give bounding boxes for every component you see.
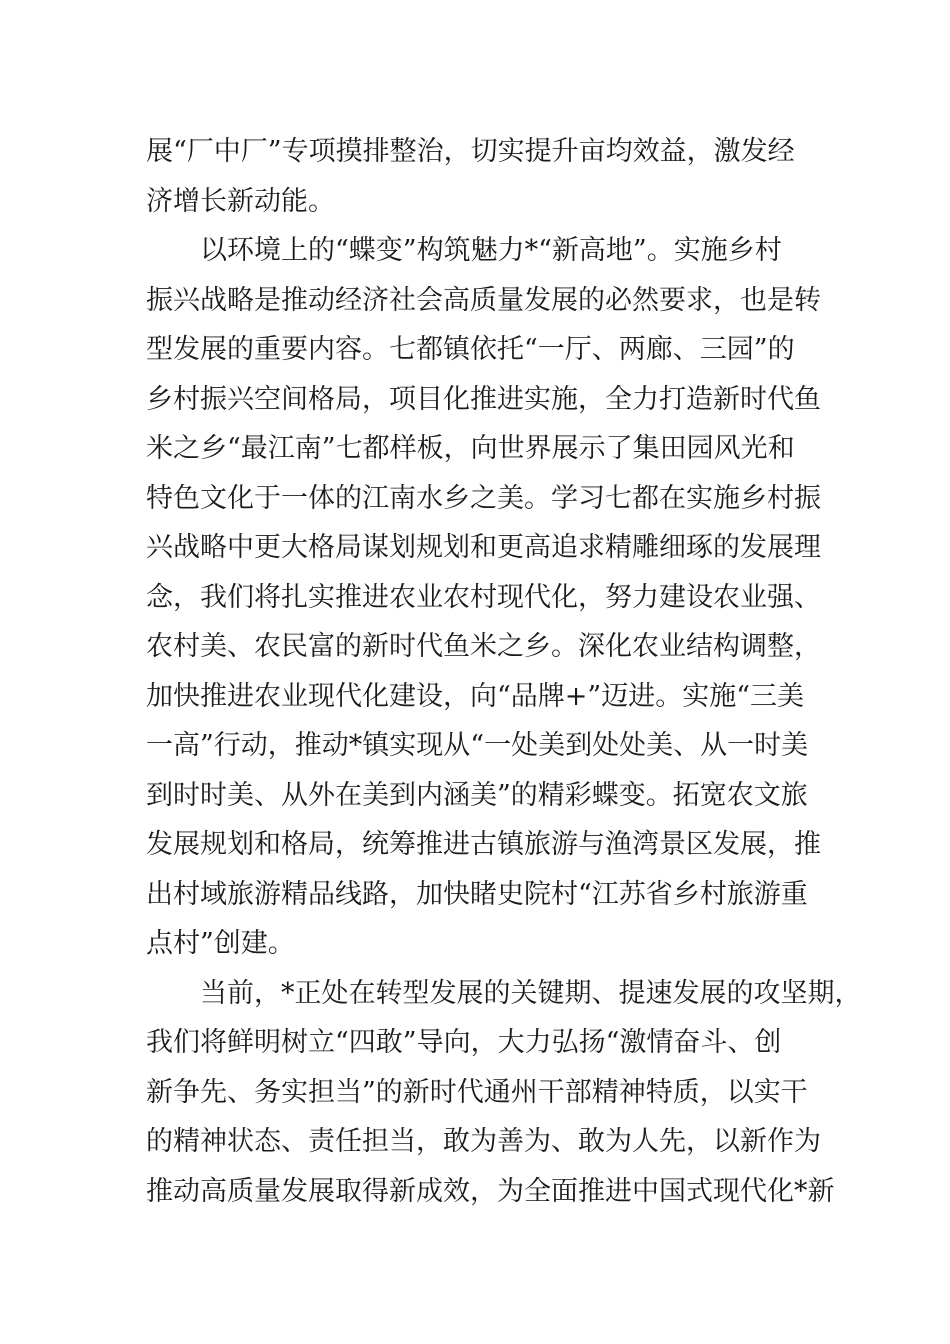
paragraph-3-line-1: 当前，*正处在转型发展的关键期、提速发展的攻坚期，: [200, 977, 862, 1009]
paragraph-2-line-5: 米之乡“最江南”七都样板，向世界展示了集田园风光和: [146, 433, 795, 464]
paragraph-2-line-2: 振兴战略是推动经济社会高质量发展的必然要求，也是转: [146, 284, 821, 316]
paragraph-3-line-2: 我们将鲜明树立“四敢”导向，大力弘扬“激情奋斗、创: [146, 1027, 782, 1058]
paragraph-2-line-8: 念，我们将扎实推进农业农村现代化，努力建设农业强、: [146, 581, 821, 613]
paragraph-2-line-14: 出村域旅游精品线路，加快睹史院村“江苏省乡村旅游重: [146, 878, 808, 910]
paragraph-3-line-5: 推动高质量发展取得新成效，为全面推进中国式现代化*新: [146, 1175, 835, 1207]
document-body: [146, 127, 862, 1216]
paragraph-2-line-4: 乡村振兴空间格局，项目化推进实施，全力打造新时代鱼: [146, 383, 821, 415]
paragraph-2-line-6: 特色文化于一体的江南水乡之美。学习七都在实施乡村振: [146, 482, 821, 514]
paragraph-1-line-1: 展“厂中厂”专项摸排整治，切实提升亩均效益，激发经: [146, 136, 795, 167]
paragraph-3-line-3: 新争先、务实担当”的新时代通州干部精神特质，以实干: [146, 1076, 808, 1108]
paragraph-2-line-12: 到时时美、从外在美到内涵美”的精彩蝶变。拓宽农文旅: [146, 779, 808, 811]
paragraph-2-line-1: 以环境上的“蝶变”构筑魅力*“新高地”。实施乡村: [200, 235, 782, 266]
paragraph-2-line-9: 农村美、农民富的新时代鱼米之乡。深化农业结构调整，: [146, 631, 821, 662]
paragraph-2-line-15: 点村”创建。: [146, 928, 295, 959]
paragraph-2-line-11: 一高”行动，推动*镇实现从“一处美到处处美、从一时美: [146, 730, 809, 761]
paragraph-2-line-7: 兴战略中更大格局谋划规划和更高追求精雕细琢的发展理: [146, 532, 821, 563]
paragraph-2-line-10: 加快推进农业现代化建设，向“品牌+”迈进。实施“三美: [146, 680, 805, 712]
paragraph-2-line-3: 型发展的重要内容。七都镇依托“一厅、两廊、三园”的: [146, 334, 795, 365]
paragraph-2-line-13: 发展规划和格局，统筹推进古镇旅游与渔湾景区发展，推: [146, 829, 821, 860]
paragraph-1-line-2: 济增长新动能。: [146, 185, 335, 217]
paragraph-3-line-4: 的精神状态、责任担当，敢为善为、敢为人先，以新作为: [146, 1126, 821, 1157]
